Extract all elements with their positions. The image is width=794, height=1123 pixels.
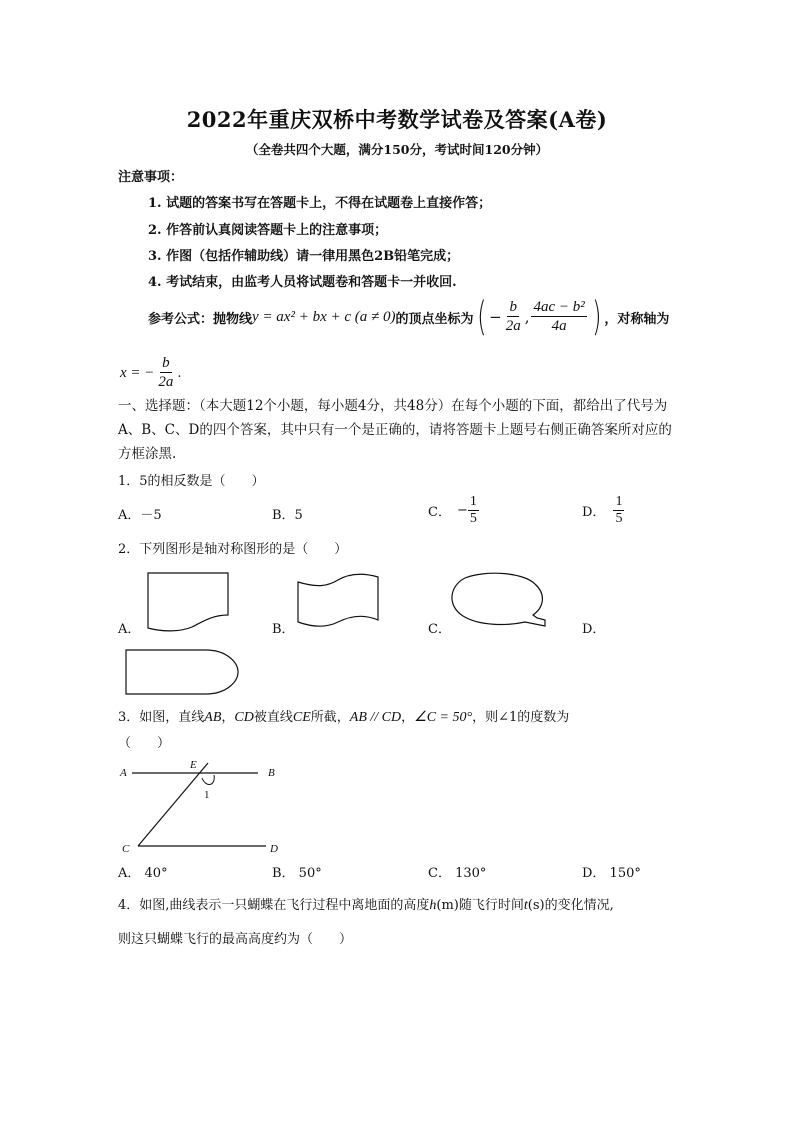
angle-1-label: 1 xyxy=(204,789,210,801)
q1-option-c: C． − $\frac{1}{5}$ xyxy=(428,494,477,526)
q2-option-a: A． xyxy=(118,622,141,637)
notes-heading: 注意事项： xyxy=(118,170,184,185)
q3-option-c: C． 130° xyxy=(428,866,487,881)
q2-option-d: D． xyxy=(582,622,606,637)
question-4-line2: 则这只蝴蝶飞行的最高高度约为（ ） xyxy=(118,932,353,947)
q3-option-b: B． 50° xyxy=(272,866,322,881)
axis-fraction: $\frac{b}{2a}$ xyxy=(158,355,174,390)
vertex-x-fraction: $\frac{b}{2a}$ xyxy=(505,299,521,334)
right-paren: ) xyxy=(591,294,602,340)
question-3-stem: 3．如图，直线 AB ， CD 被直线 CE 所截， AB // CD ， ∠C = 50° ，则∠1的度数为 xyxy=(118,710,570,725)
question-4-stem: 4．如图,曲线表示一只蝴蝶在飞行过程中离地面的高度 h (m) 随飞行时间 t (s) 的变化情况, xyxy=(118,898,614,913)
q3-option-d: D． 150° xyxy=(582,866,641,881)
section-heading: 一、选择题：（本大题12个小题，每小题4分，共48分）在每个小题的下面，都给出了代号为A、B、C、D的四个答案，其中只有一个是正确的，请将答题卡上题号右侧正确答案所对应的方框涂黑. xyxy=(118,398,672,462)
q1-option-a: A．－5 xyxy=(118,508,162,523)
note-item: 3. 作图（包括作辅助线）请一律用黑色2B铅笔完成； xyxy=(148,249,460,264)
formula-equation: y = ax² + bx + c (a ≠ 0) xyxy=(252,308,396,325)
q2-figure-a xyxy=(140,570,235,635)
q2-figure-b xyxy=(290,570,385,630)
q2-option-b: B． xyxy=(272,622,295,637)
formula-lead: 参考公式：抛物线 xyxy=(148,311,253,327)
point-c-label: C xyxy=(122,843,130,855)
question-2-stem: 2．下列图形是轴对称图形的是（ ） xyxy=(118,542,348,557)
point-b-label: B xyxy=(268,767,275,779)
question-3-paren: （ ） xyxy=(118,736,171,751)
reference-formula: 参考公式：抛物线 y = ax² + bx + c (a ≠ 0) 的顶点坐标为 ( − $\frac{b}{2a}$ , $\frac{\text{4ac − b²}}{4a}$ ) ，对称轴为 xyxy=(148,294,670,340)
vertex-y-fraction: $\frac{\text{4ac − b²}}{4a}$ xyxy=(533,299,585,334)
formula-middle: 的顶点坐标为 xyxy=(395,311,474,327)
point-a-label: A xyxy=(120,767,127,779)
q1-option-b: B．5 xyxy=(272,508,303,523)
formula-tail: ，对称轴为 xyxy=(604,311,670,327)
point-e-label: E xyxy=(190,759,197,771)
note-item: 4. 考试结束，由监考人员将试题卷和答题卡一并收回. xyxy=(148,275,457,290)
page-subtitle: （全卷共四个大题，满分150分，考试时间120分钟） xyxy=(245,142,549,157)
q2-figure-c xyxy=(445,570,555,632)
note-item: 2. 作答前认真阅读答题卡上的注意事项； xyxy=(148,223,388,238)
question-1-stem: 1．5的相反数是（ ） xyxy=(118,474,265,489)
q3-figure xyxy=(118,758,288,858)
page-title: 2022年重庆双桥中考数学试卷及答案(A卷) xyxy=(186,107,608,132)
q3-option-a: A． 40° xyxy=(118,866,168,881)
q2-option-c: C． xyxy=(428,622,451,637)
q2-figure-d xyxy=(122,646,242,698)
point-d-label: D xyxy=(270,843,278,855)
note-item: 1. 试题的答案书写在答题卡上，不得在试题卷上直接作答； xyxy=(148,196,492,211)
q1-option-d: D． $\frac{1}{5}$ xyxy=(582,494,623,526)
left-paren: ( xyxy=(476,294,486,340)
axis-formula: x = − $\frac{b}{2a}$ . xyxy=(120,355,182,390)
